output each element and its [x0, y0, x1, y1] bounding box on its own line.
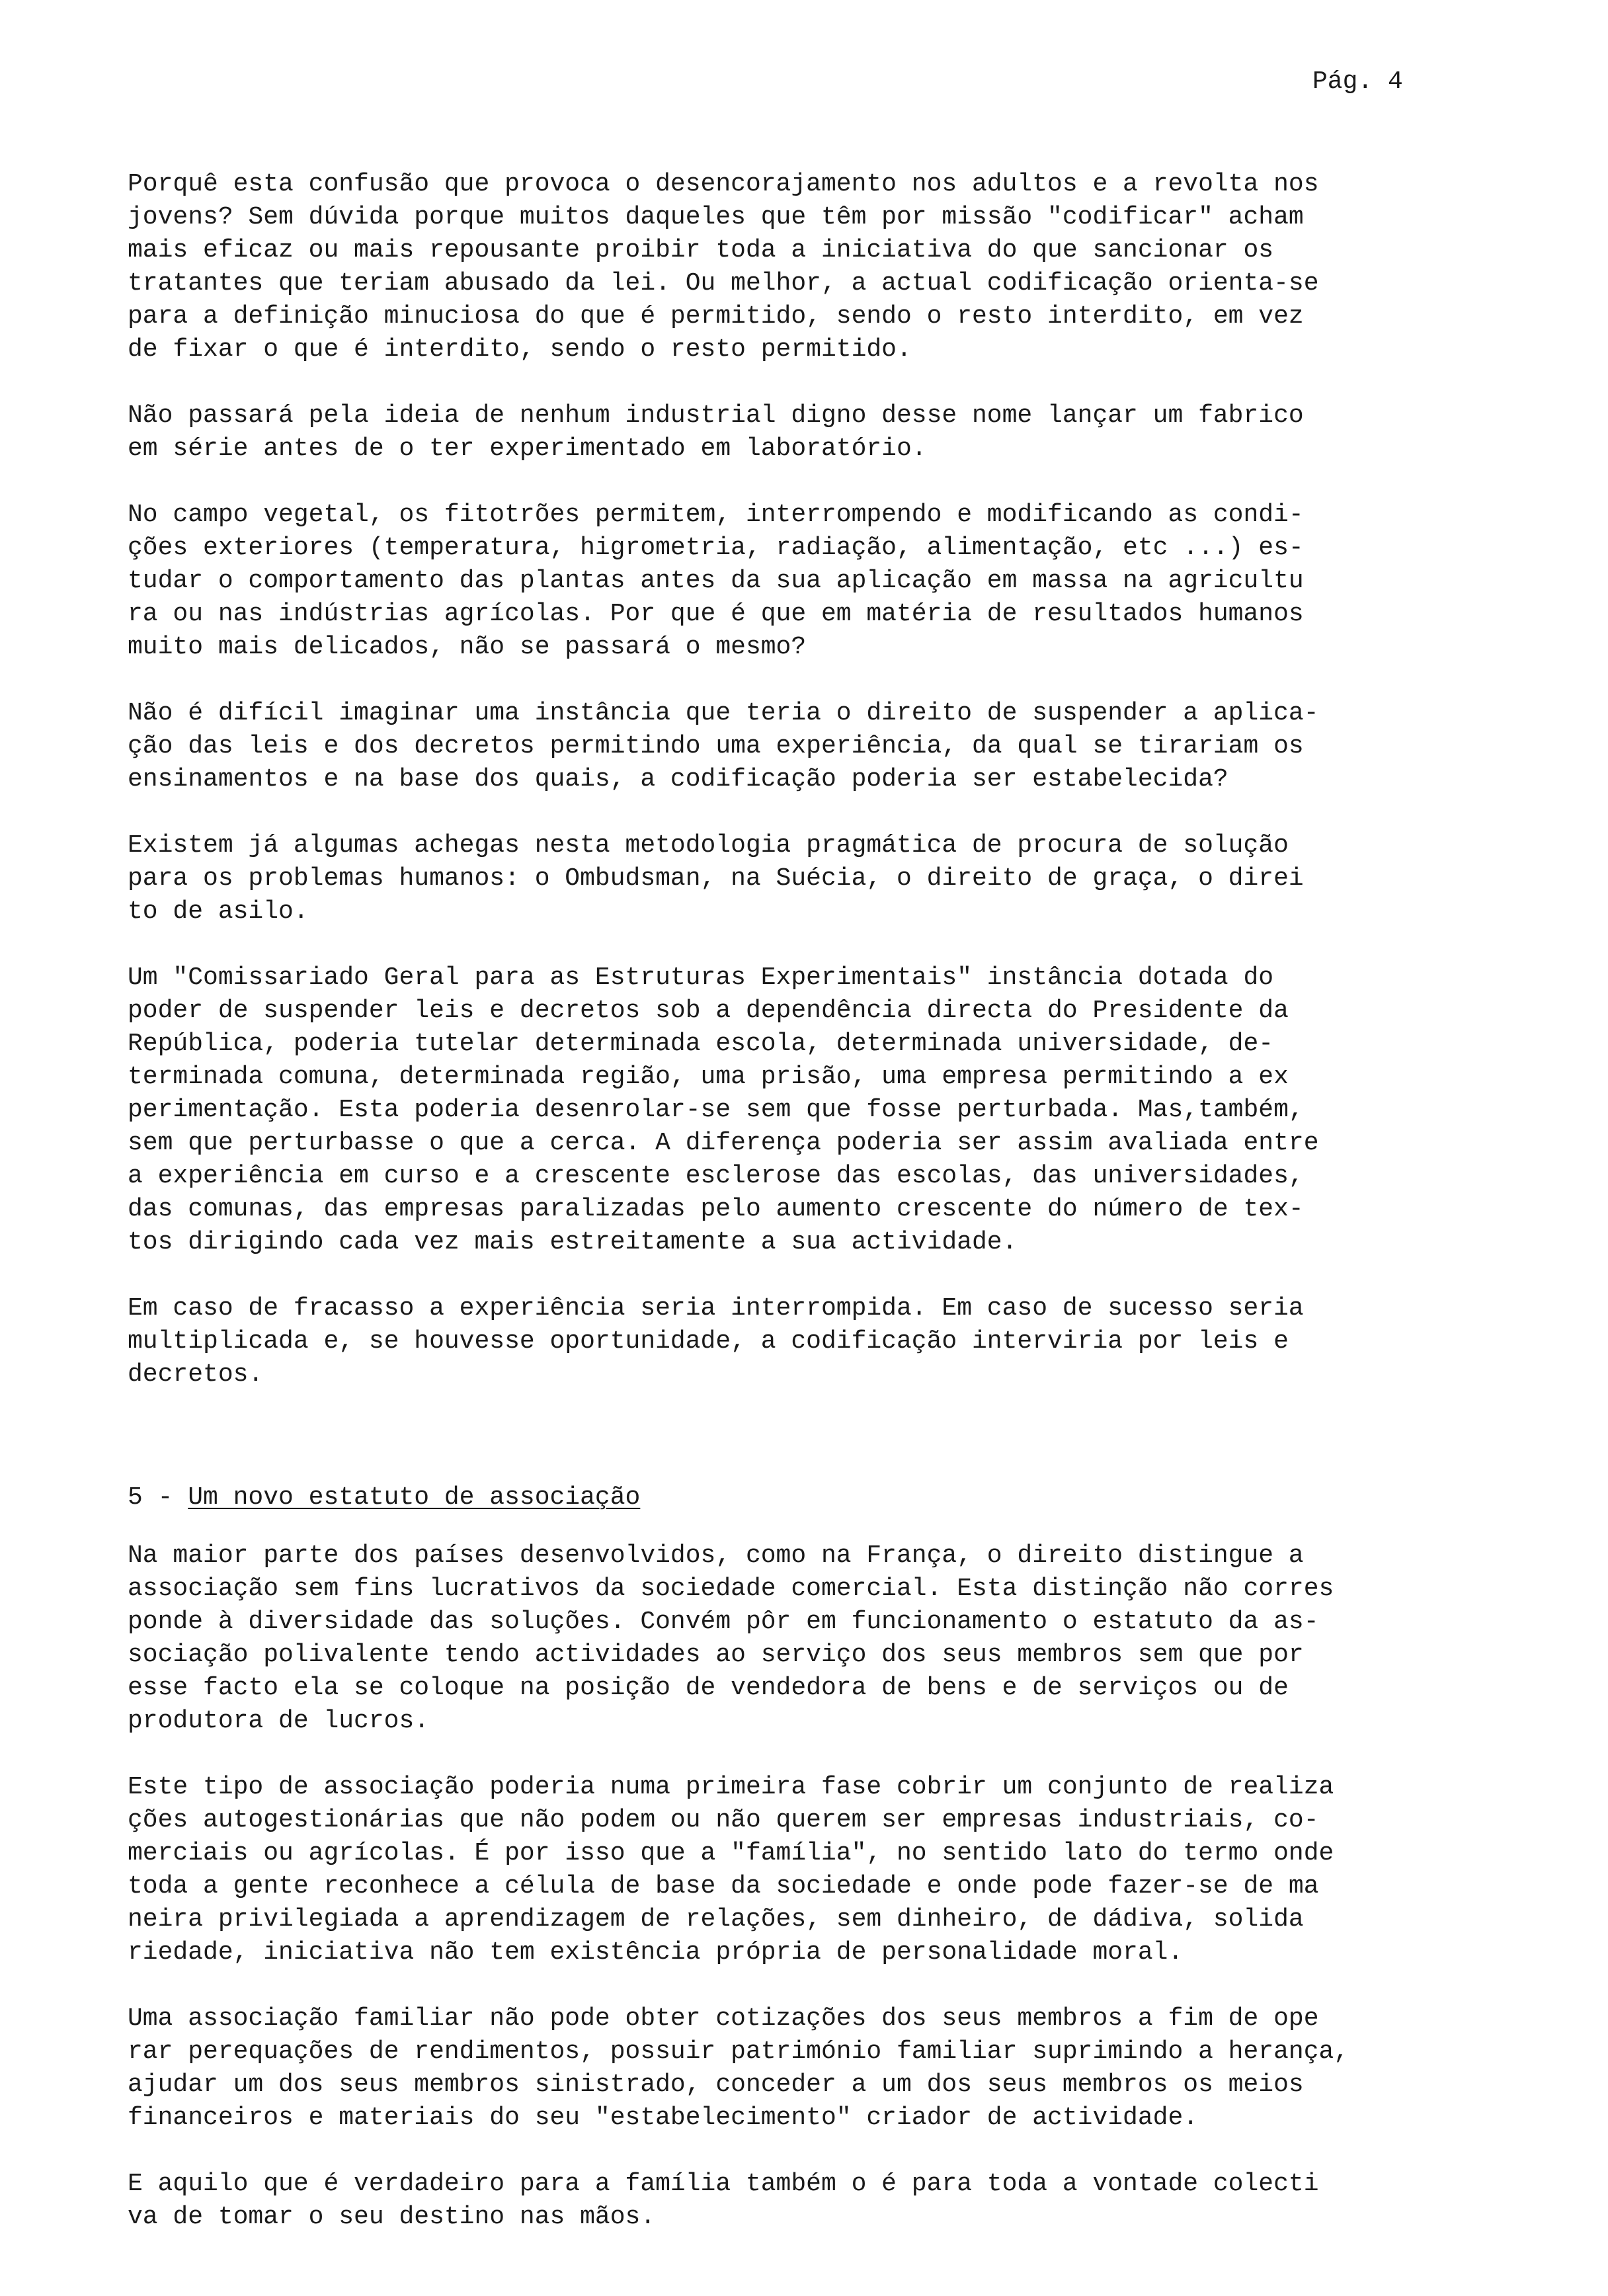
text-line: Em caso de fracasso a experiência seria interrompida. Em caso de sucesso seria — [128, 1294, 1304, 1323]
paragraph — [128, 399, 1450, 466]
paragraph — [128, 2002, 1450, 2135]
text-line: ção das leis e dos decretos permitindo uma experiência, da qual se tirariam os — [128, 732, 1304, 760]
text-line: rar perequações de rendimentos, possuir património familiar suprimindo a herança, — [128, 2037, 1349, 2066]
page-number: Pág. 4 — [1312, 67, 1403, 96]
section-number: 5 - — [128, 1483, 188, 1512]
text-line: tratantes que teriam abusado da lei. Ou melhor, a actual codificação orienta-se — [128, 269, 1319, 298]
text-line: terminada comuna, determinada região, uma prisão, uma empresa permitindo a ex — [128, 1063, 1289, 1091]
text-line: ra ou nas indústrias agrícolas. Por que é que em matéria de resultados humanos — [128, 600, 1304, 628]
text-line: muito mais delicados, não se passará o mesmo? — [128, 633, 807, 661]
text-line: ensinamentos e na base dos quais, a codificação poderia ser estabelecida? — [128, 765, 1228, 794]
text-line: E aquilo que é verdadeiro para a família também o é para toda a vontade colecti — [128, 2170, 1319, 2198]
paragraph — [128, 1771, 1450, 1969]
text-line: Porquê esta confusão que provoca o desencorajamento nos adultos e a revolta nos — [128, 170, 1319, 198]
text-line: Um "Comissariado Geral para as Estruturas Experimentais" instância dotada do — [128, 964, 1274, 992]
paragraph — [128, 499, 1450, 664]
text-line: tos dirigindo cada vez mais estreitamente a sua actividade. — [128, 1228, 1018, 1256]
text-line: merciais ou agrícolas. É por isso que a "família", no sentido lato do termo onde — [128, 1839, 1334, 1867]
paragraph — [128, 168, 1450, 366]
text-line: Não passará pela ideia de nenhum industrial digno desse nome lançar um fabrico — [128, 401, 1304, 430]
text-line: de fixar o que é interdito, sendo o resto permitido. — [128, 335, 912, 364]
text-line: jovens? Sem dúvida porque muitos daqueles que têm por missão "codificar" acham — [128, 203, 1304, 231]
text-line: a experiência em curso e a crescente esclerose das escolas, das universidades, — [128, 1162, 1304, 1190]
text-line: va de tomar o seu destino nas mãos. — [128, 2203, 656, 2231]
text-line: ponde à diversidade das soluções. Convém pôr em funcionamento o estatuto da as- — [128, 1608, 1319, 1636]
text-line: associação sem fins lucrativos da sociedade comercial. Esta distinção não corres — [128, 1575, 1334, 1603]
text-line: sem que perturbasse o que a cerca. A diferença poderia ser assim avaliada entre — [128, 1129, 1319, 1157]
text-line: em série antes de o ter experimentado em laboratório. — [128, 434, 927, 463]
text-line: multiplicada e, se houvesse oportunidade, a codificação interviria por leis e — [128, 1327, 1289, 1356]
text-line: esse facto ela se coloque na posição de vendedora de bens e de serviços ou de — [128, 1674, 1289, 1702]
text-line: produtora de lucros. — [128, 1707, 430, 1735]
text-line: Na maior parte dos países desenvolvidos, como na França, o direito distingue a — [128, 1541, 1304, 1570]
text-line: República, poderia tutelar determinada escola, determinada universidade, de- — [128, 1030, 1274, 1058]
text-line: to de asilo. — [128, 897, 309, 926]
paragraph — [128, 1539, 1450, 1738]
section-5-text — [128, 1539, 1450, 2234]
text-line: ções autogestionárias que não podem ou não querem ser empresas industriais, co- — [128, 1806, 1319, 1834]
text-line: riedade, iniciativa não tem existência própria de personalidade moral. — [128, 1938, 1184, 1967]
text-line: das comunas, das empresas paralizadas pelo aumento crescente do número de tex- — [128, 1195, 1304, 1223]
document-body — [128, 168, 1450, 2267]
text-line: ajudar um dos seus membros sinistrado, conceder a um dos seus membros os meios — [128, 2070, 1304, 2099]
text-line: tudar o comportamento das plantas antes da sua aplicação em massa na agricultu — [128, 567, 1304, 595]
text-line: neira privilegiada a aprendizagem de relações, sem dinheiro, de dádiva, solida — [128, 1905, 1304, 1934]
text-line: para a definição minuciosa do que é permitido, sendo o resto interdito, em vez — [128, 302, 1304, 331]
text-line: perimentação. Esta poderia desenrolar-se sem que fosse perturbada. Mas,também, — [128, 1096, 1304, 1124]
text-line: Existem já algumas achegas nesta metodologia pragmática de procura de solução — [128, 831, 1289, 860]
section-4-text — [128, 168, 1450, 1391]
paragraph — [128, 1292, 1450, 1391]
text-line: ções exteriores (temperatura, higrometria, radiação, alimentação, etc ...) es- — [128, 534, 1304, 562]
paragraph — [128, 829, 1450, 928]
text-line: poder de suspender leis e decretos sob a dependência directa do Presidente da — [128, 997, 1289, 1025]
text-line: Este tipo de associação poderia numa primeira fase cobrir um conjunto de realiza — [128, 1773, 1334, 1801]
section-heading — [128, 1424, 1450, 1514]
text-line: financeiros e materiais do seu "estabelecimento" criador de actividade. — [128, 2104, 1199, 2132]
paragraph — [128, 2168, 1450, 2234]
section-title: Um novo estatuto de associação — [188, 1483, 641, 1512]
text-line: Uma associação familiar não pode obter cotizações dos seus membros a fim de ope — [128, 2004, 1319, 2033]
text-line: sociação polivalente tendo actividades ao serviço dos seus membros sem que por — [128, 1641, 1304, 1669]
text-line: Não é difícil imaginar uma instância que teria o direito de suspender a aplica- — [128, 699, 1319, 727]
text-line: No campo vegetal, os fitotrões permitem, interrompendo e modificando as condi- — [128, 501, 1304, 529]
paragraph — [128, 962, 1450, 1259]
text-line: mais eficaz ou mais repousante proibir toda a iniciativa do que sancionar os — [128, 236, 1274, 265]
paragraph — [128, 697, 1450, 796]
text-line: decretos. — [128, 1360, 264, 1389]
text-line: toda a gente reconhece a célula de base da sociedade e onde pode fazer-se de ma — [128, 1872, 1319, 1901]
text-line: para os problemas humanos: o Ombudsman, na Suécia, o direito de graça, o direi — [128, 864, 1304, 893]
